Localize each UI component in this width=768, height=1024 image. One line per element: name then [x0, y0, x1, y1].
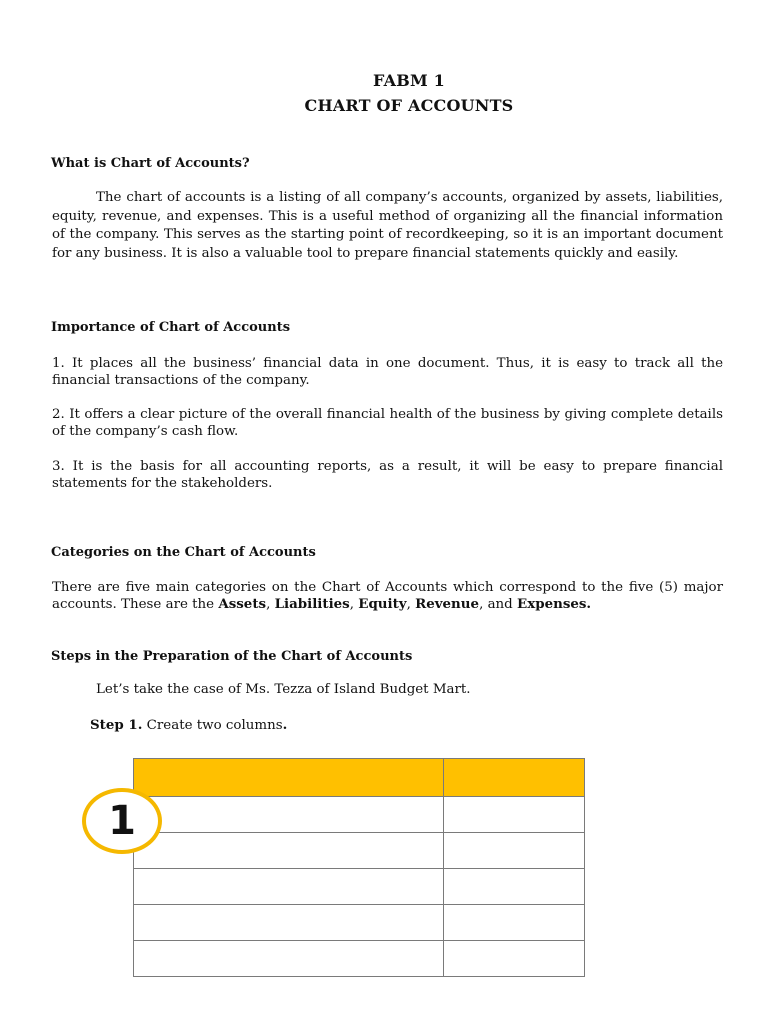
table-cell — [134, 905, 444, 941]
categories-text: There are five main categories on the Chart of Accounts which correspond to the five (5) major accounts. These are the — [52, 580, 723, 612]
paragraph-what-is: The chart of accounts is a listing of all company’s accounts, organized by assets, liabilities, equity, revenue, and expenses. This is a useful method of organizing all the financial information of the company. This serves as the starting point of recordkeeping, so it is an important document for any business. It is also a valuable tool to prepare financial statements quickly and easily. — [52, 190, 723, 261]
step-number-badge: 1 — [82, 788, 162, 854]
heading-what-is: What is Chart of Accounts? — [51, 156, 250, 171]
doc-title-main: CHART OF ACCOUNTS — [304, 96, 514, 115]
category-assets: Assets — [218, 596, 267, 612]
table-cell — [134, 941, 444, 977]
table-header-cell-2 — [443, 759, 584, 797]
table-header-row — [134, 759, 585, 797]
table-cell — [443, 905, 584, 941]
table-row — [134, 833, 585, 869]
table-cell — [443, 941, 584, 977]
heading-categories: Categories on the Chart of Accounts — [51, 545, 316, 560]
step-1-label: Step 1. — [90, 717, 143, 733]
table-cell — [443, 869, 584, 905]
categories-paragraph — [52, 579, 723, 613]
steps-intro: Let’s take the case of Ms. Tezza of Island Budget Mart. — [96, 682, 471, 697]
importance-item-1: 1. It places all the business’ financial data in one document. Thus, it is easy to track all the financial transactions of the company. — [52, 356, 723, 388]
step-1-text: Create two columns — [142, 718, 283, 733]
table-cell — [134, 833, 444, 869]
table-cell — [134, 869, 444, 905]
category-expenses: Expenses. — [517, 596, 592, 612]
category-equity: Equity — [358, 596, 407, 612]
table-row — [134, 869, 585, 905]
category-sep-1: , — [266, 597, 275, 612]
table-row — [134, 797, 585, 833]
category-sep-3: , — [406, 597, 416, 612]
category-liabilities: Liabilities — [274, 596, 350, 612]
heading-steps: Steps in the Preparation of the Chart of Accounts — [51, 649, 413, 664]
table-header-cell-1 — [134, 759, 444, 797]
category-sep-4: , and — [479, 597, 518, 612]
doc-title-course: FABM 1 — [373, 71, 445, 90]
heading-importance: Importance of Chart of Accounts — [51, 320, 291, 335]
two-column-table — [133, 758, 585, 977]
table-cell — [443, 797, 584, 833]
table-cell — [134, 797, 444, 833]
category-revenue: Revenue — [415, 596, 480, 612]
importance-item-2: 2. It offers a clear picture of the overall financial health of the business by giving complete details of the company’s cash flow. — [52, 407, 723, 439]
step-1-period: . — [282, 717, 288, 733]
step-1-instruction — [90, 717, 287, 733]
table-cell — [443, 833, 584, 869]
table-row — [134, 941, 585, 977]
category-sep-2: , — [349, 597, 359, 612]
importance-item-3: 3. It is the basis for all accounting reports, as a result, it will be easy to prepare financial statements for the stakeholders. — [52, 459, 723, 491]
table-row — [134, 905, 585, 941]
